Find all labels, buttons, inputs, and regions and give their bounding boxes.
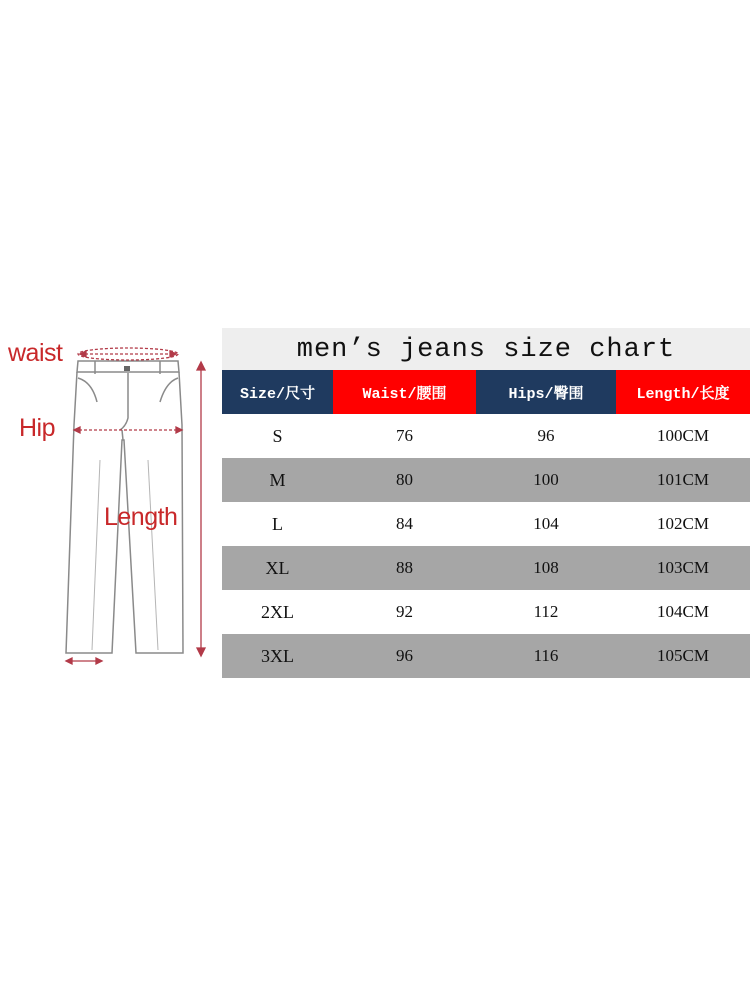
hips-cell: 104	[533, 514, 559, 533]
table-row	[222, 634, 750, 678]
size-cell: XL	[265, 557, 290, 578]
header-length: Length/长度	[616, 370, 750, 414]
table-row	[222, 502, 750, 546]
length-label: Length	[104, 503, 178, 531]
hips-cell: 116	[533, 646, 559, 665]
table-row	[222, 458, 750, 502]
hip-label: Hip	[19, 414, 56, 442]
table-row	[222, 546, 750, 590]
header-hips: Hips/臀围	[476, 370, 616, 414]
button-detail-icon	[124, 366, 130, 371]
waist-cell: 96	[396, 646, 413, 665]
waist-cell: 92	[396, 602, 413, 621]
size-cell: S	[272, 425, 283, 446]
waist-cell: 84	[396, 514, 413, 533]
table-row	[222, 590, 750, 634]
chart-title: men’s jeans size chart	[222, 328, 750, 370]
size-cell: M	[269, 469, 286, 490]
hips-cell: 100	[533, 470, 559, 489]
size-cell: 2XL	[261, 601, 294, 622]
length-cell: 105CM	[657, 646, 709, 665]
hips-cell: 96	[537, 426, 555, 445]
header-waist: Waist/腰围	[333, 370, 476, 414]
length-cell: 103CM	[657, 558, 709, 577]
waist-label: waist	[8, 339, 63, 367]
size-chart-table	[222, 328, 750, 678]
hips-cell: 108	[533, 558, 559, 577]
hips-cell: 112	[533, 602, 559, 621]
header-size: Size/尺寸	[222, 370, 333, 414]
size-cell: 3XL	[261, 645, 294, 666]
waist-cell: 76	[396, 426, 413, 445]
jeans-measurement-illustration	[0, 330, 222, 675]
length-cell: 101CM	[657, 470, 709, 489]
length-cell: 104CM	[657, 602, 709, 621]
table-header-row	[222, 370, 750, 414]
waist-cell: 80	[396, 470, 413, 489]
waist-cell: 88	[396, 558, 413, 577]
length-cell: 102CM	[657, 514, 709, 533]
length-cell: 100CM	[657, 426, 709, 445]
table-row	[222, 414, 750, 458]
size-cell: L	[272, 513, 283, 534]
